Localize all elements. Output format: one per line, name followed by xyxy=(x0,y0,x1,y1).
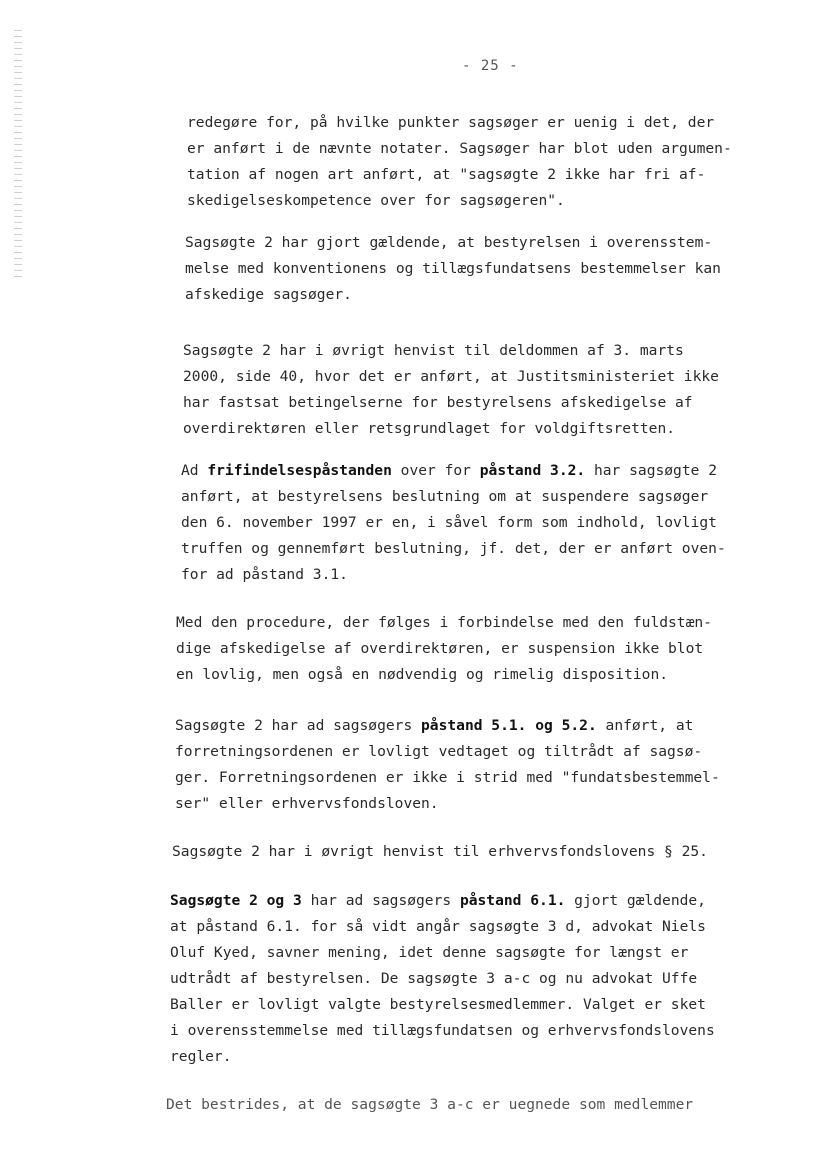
text-segment: Baller er lovligt valgte bestyrelsesmedlemmer. Valget er sket xyxy=(170,996,706,1013)
paragraph-3 xyxy=(183,338,719,442)
text-line xyxy=(181,458,726,484)
text-line xyxy=(187,188,732,214)
text-line xyxy=(183,364,719,390)
text-line xyxy=(170,992,715,1018)
text-segment: anført, at bestyrelsens beslutning om at suspendere sagsøger xyxy=(181,488,709,505)
text-line xyxy=(183,416,719,442)
text-line xyxy=(170,888,715,914)
text-line xyxy=(175,713,720,739)
text-segment: over for xyxy=(391,462,480,479)
text-segment: Oluf Kyed, savner mening, idet denne sagsøgte for længst er xyxy=(170,944,689,961)
paragraph-4 xyxy=(181,458,726,588)
text-segment: at påstand 6.1. for så vidt angår sagsøgte 3 d, advokat Niels xyxy=(170,918,706,935)
text-line xyxy=(166,1092,693,1118)
text-segment: redegøre for, på hvilke punkter sagsøger er uenig i det, der xyxy=(187,114,715,131)
text-segment: truffen og gennemført beslutning, jf. det, der er anført oven- xyxy=(181,540,726,557)
text-segment: for ad påstand 3.1. xyxy=(181,566,348,583)
bold-text: påstand 6.1. xyxy=(459,892,566,909)
bold-text: Sagsøgte 2 og 3 xyxy=(170,892,302,909)
text-segment: Det bestrides, at de sagsøgte 3 a-c er uegnede som medlemmer xyxy=(166,1096,694,1113)
text-line xyxy=(185,282,721,308)
text-line xyxy=(187,136,732,162)
text-segment: har fastsat betingelserne for bestyrelsens afskedigelse af xyxy=(183,394,693,411)
text-line xyxy=(175,765,720,791)
bold-text: frifindelsespåstanden xyxy=(207,462,392,479)
text-segment: udtrådt af bestyrelsen. De sagsøgte 3 a-c og nu advokat Uffe xyxy=(170,970,698,987)
text-segment: dige afskedigelse af overdirektøren, er suspension ikke blot xyxy=(176,640,704,657)
text-segment: regler. xyxy=(170,1048,232,1065)
paragraph-1 xyxy=(187,110,732,214)
text-segment: har ad sagsøgers xyxy=(301,892,460,909)
scan-edge-marks xyxy=(14,30,22,280)
paragraph-8 xyxy=(170,888,715,1070)
text-line xyxy=(170,1044,715,1070)
text-segment: overdirektøren eller retsgrundlaget for voldgiftsretten. xyxy=(183,420,676,437)
paragraph-9 xyxy=(166,1092,693,1118)
paragraph-7 xyxy=(172,839,708,865)
text-segment: ger. Forretningsordenen er ikke i strid med "fundatsbestemmel- xyxy=(175,769,720,786)
text-line xyxy=(183,338,719,364)
text-segment: Sagsøgte 2 har gjort gældende, at bestyrelsen i overensstem- xyxy=(185,234,713,251)
text-line xyxy=(175,791,720,817)
text-segment: gjort gældende, xyxy=(565,892,706,909)
text-line xyxy=(187,162,732,188)
text-line xyxy=(183,390,719,416)
text-segment: Med den procedure, der følges i forbindelse med den fuldstæn- xyxy=(176,614,712,631)
text-line xyxy=(181,484,726,510)
text-segment: anført, at xyxy=(596,717,694,734)
text-segment: er anført i de nævnte notater. Sagsøger har blot uden argumen- xyxy=(187,140,732,157)
text-line xyxy=(181,562,726,588)
page-number: - 25 - xyxy=(462,58,519,74)
text-line xyxy=(181,510,726,536)
text-line xyxy=(176,610,712,636)
text-segment: Sagsøgte 2 har ad sagsøgers xyxy=(175,717,422,734)
text-line xyxy=(181,536,726,562)
text-line xyxy=(172,839,708,865)
text-segment: tation af nogen art anført, at "sagsøgte 2 ikke har fri af- xyxy=(187,166,706,183)
text-segment: den 6. november 1997 er en, i såvel form som indhold, lovligt xyxy=(181,514,717,531)
text-segment: Sagsøgte 2 har i øvrigt henvist til deldommen af 3. marts xyxy=(183,342,684,359)
text-segment: afskedige sagsøger. xyxy=(185,286,352,303)
paragraph-6 xyxy=(175,713,720,817)
text-segment: forretningsordenen er lovligt vedtaget og tiltrådt af sagsø- xyxy=(175,743,703,760)
text-line xyxy=(175,739,720,765)
text-line xyxy=(170,914,715,940)
text-segment: en lovlig, men også en nødvendig og rimelig disposition. xyxy=(176,666,669,683)
text-segment: skedigelseskompetence over for sagsøgeren". xyxy=(187,192,565,209)
paragraph-5 xyxy=(176,610,712,688)
paragraph-2 xyxy=(185,230,721,308)
text-segment: melse med konventionens og tillægsfundatsens bestemmelser kan xyxy=(185,260,721,277)
bold-text: påstand 5.1. og 5.2. xyxy=(421,717,597,734)
text-line xyxy=(170,940,715,966)
text-segment: i overensstemmelse med tillægsfundatsen og erhvervsfondslovens xyxy=(170,1022,715,1039)
bold-text: påstand 3.2. xyxy=(479,462,586,479)
text-line xyxy=(185,230,721,256)
text-segment: 2000, side 40, hvor det er anført, at Justitsministeriet ikke xyxy=(183,368,719,385)
text-segment: ser" eller erhvervsfondsloven. xyxy=(175,795,439,812)
text-line xyxy=(176,636,712,662)
text-line xyxy=(170,1018,715,1044)
text-segment: har sagsøgte 2 xyxy=(585,462,717,479)
text-line xyxy=(170,966,715,992)
text-segment: Ad xyxy=(181,462,208,479)
text-line xyxy=(185,256,721,282)
text-segment: Sagsøgte 2 har i øvrigt henvist til erhvervsfondslovens § 25. xyxy=(172,843,708,860)
text-line xyxy=(187,110,732,136)
text-line xyxy=(176,662,712,688)
